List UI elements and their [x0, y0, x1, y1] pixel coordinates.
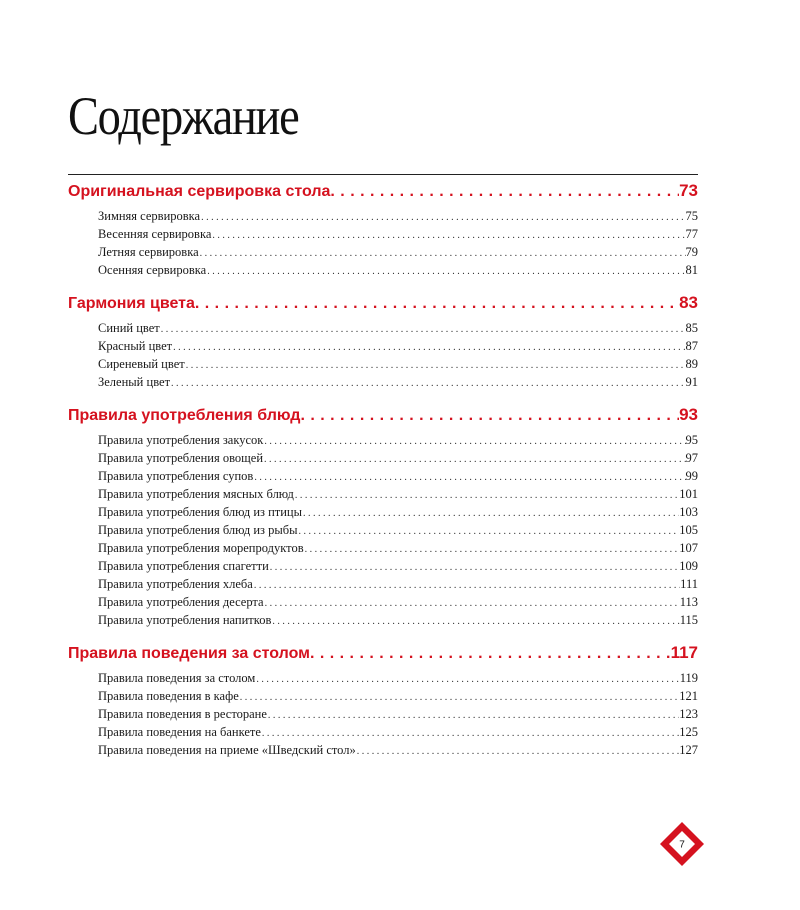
entry-page: 109: [679, 559, 698, 573]
leader-dots: [294, 487, 679, 503]
toc-section: [68, 288, 698, 391]
entry-page: 127: [679, 743, 698, 757]
leader-dots: [253, 577, 680, 593]
toc-entry[interactable]: [98, 243, 698, 261]
section-heading[interactable]: [68, 176, 698, 206]
entry-page: 79: [685, 245, 698, 259]
entry-page: 75: [685, 209, 698, 223]
section-page: 73: [679, 181, 698, 200]
leader-dots: [261, 725, 679, 741]
toc-entry[interactable]: [98, 485, 698, 503]
toc-entry[interactable]: [98, 319, 698, 337]
toc-entry[interactable]: [98, 575, 698, 593]
leader-dots: [263, 451, 685, 467]
entry-page: 113: [679, 595, 698, 609]
entry-page: 81: [685, 263, 698, 277]
toc-entry[interactable]: [98, 593, 698, 611]
entry-title: Правила употребления блюд из рыбы: [98, 523, 298, 537]
entry-title: Правила употребления десерта: [98, 595, 264, 609]
toc-entry[interactable]: [98, 449, 698, 467]
entry-title: Правила употребления морепродуктов: [98, 541, 304, 555]
leader-dots: [185, 357, 686, 373]
leader-dots: [267, 707, 679, 723]
entry-title: Правила поведения на банкете: [98, 725, 261, 739]
entry-title: Правила употребления супов: [98, 469, 254, 483]
toc-entry[interactable]: [98, 521, 698, 539]
entry-page: 77: [685, 227, 698, 241]
entry-page: 89: [685, 357, 698, 371]
toc-entry[interactable]: [98, 467, 698, 485]
toc-entry[interactable]: [98, 687, 698, 705]
leader-dots: [253, 469, 685, 485]
leader-dots: [310, 639, 671, 668]
page-number-badge: [660, 822, 704, 866]
entry-title: Правила употребления овощей: [98, 451, 264, 465]
leader-dots: [264, 595, 680, 611]
entry-title: Правила употребления блюд из птицы: [98, 505, 303, 519]
entry-title: Правила употребления мясных блюд: [98, 487, 294, 501]
leader-dots: [263, 433, 685, 449]
entry-title: Правила употребления напитков: [98, 613, 272, 627]
leader-dots: [206, 263, 685, 279]
entry-page: 87: [685, 339, 698, 353]
entry-page: 105: [679, 523, 698, 537]
entry-page: 123: [679, 707, 698, 721]
table-of-contents: [68, 176, 698, 768]
toc-entry[interactable]: [98, 723, 698, 741]
leader-dots: [170, 375, 685, 391]
leader-dots: [356, 743, 680, 759]
subsection-list: [68, 668, 698, 759]
title-rule: [68, 174, 698, 175]
entry-page: 111: [680, 577, 698, 591]
entry-title: Правила поведения в кафе: [98, 689, 239, 703]
leader-dots: [172, 339, 685, 355]
entry-title: Правила поведения в ресторане: [98, 707, 267, 721]
toc-section: [68, 638, 698, 759]
entry-title: Правила употребления спагетти: [98, 559, 269, 573]
subsection-list: [68, 318, 698, 391]
subsection-list: [68, 206, 698, 279]
leader-dots: [304, 541, 680, 557]
diamond-icon: [660, 822, 704, 866]
section-title: Правила употребления блюд: [68, 407, 301, 424]
section-page: 83: [679, 293, 698, 312]
entry-page: 85: [685, 321, 698, 335]
entry-page: 91: [685, 375, 698, 389]
toc-section: [68, 176, 698, 279]
leader-dots: [269, 559, 679, 575]
entry-page: 103: [679, 505, 698, 519]
leader-dots: [330, 177, 679, 206]
entry-title: Зеленый цвет: [98, 375, 171, 389]
leader-dots: [271, 613, 679, 629]
entry-title: Осенняя сервировка: [98, 263, 207, 277]
entry-title: Правила употребления закусок: [98, 433, 264, 447]
entry-page: 115: [679, 613, 698, 627]
toc-entry[interactable]: [98, 557, 698, 575]
leader-dots: [199, 245, 686, 261]
entry-page: 95: [685, 433, 698, 447]
entry-page: 107: [679, 541, 698, 555]
section-title: Оригинальная сервировка стола: [68, 183, 331, 200]
section-heading[interactable]: [68, 288, 698, 318]
leader-dots: [300, 401, 679, 430]
entry-title: Сиреневый цвет: [98, 357, 185, 371]
toc-entry[interactable]: [98, 705, 698, 723]
section-heading[interactable]: [68, 638, 698, 668]
toc-entry[interactable]: [98, 225, 698, 243]
entry-title: Зимняя сервировка: [98, 209, 201, 223]
entry-title: Синий цвет: [98, 321, 160, 335]
leader-dots: [211, 227, 685, 243]
toc-entry[interactable]: [98, 431, 698, 449]
leader-dots: [298, 523, 680, 539]
section-title: Гармония цвета: [68, 295, 195, 312]
toc-entry[interactable]: [98, 741, 698, 759]
leader-dots: [239, 689, 680, 705]
section-title: Правила поведения за столом: [68, 645, 310, 662]
toc-entry[interactable]: [98, 611, 698, 629]
toc-entry[interactable]: [98, 337, 698, 355]
page-title: Содержание: [68, 86, 299, 146]
entry-title: Красный цвет: [98, 339, 173, 353]
leader-dots: [255, 671, 679, 687]
entry-page: 121: [679, 689, 698, 703]
toc-entry[interactable]: [98, 355, 698, 373]
toc-entry[interactable]: [98, 207, 698, 225]
entry-page: 99: [685, 469, 698, 483]
entry-title: Правила поведения на приеме «Шведский стол»: [98, 743, 356, 757]
section-heading[interactable]: [68, 400, 698, 430]
entry-title: Весенняя сервировка: [98, 227, 212, 241]
entry-page: 119: [679, 671, 698, 685]
toc-entry[interactable]: [98, 669, 698, 687]
leader-dots: [160, 321, 686, 337]
section-page: 117: [670, 643, 698, 662]
leader-dots: [200, 209, 685, 225]
entry-title: Правила поведения за столом: [98, 671, 256, 685]
subsection-list: [68, 430, 698, 629]
leader-dots: [302, 505, 679, 521]
entry-page: 97: [685, 451, 698, 465]
page-number: 7: [679, 839, 685, 851]
toc-entry[interactable]: [98, 373, 698, 391]
toc-section: [68, 400, 698, 629]
entry-page: 101: [679, 487, 698, 501]
entry-title: Правила употребления хлеба: [98, 577, 253, 591]
toc-entry[interactable]: [98, 503, 698, 521]
toc-entry[interactable]: [98, 261, 698, 279]
toc-entry[interactable]: [98, 539, 698, 557]
leader-dots: [195, 289, 679, 318]
entry-title: Летняя сервировка: [98, 245, 199, 259]
entry-page: 125: [679, 725, 698, 739]
section-page: 93: [679, 405, 698, 424]
